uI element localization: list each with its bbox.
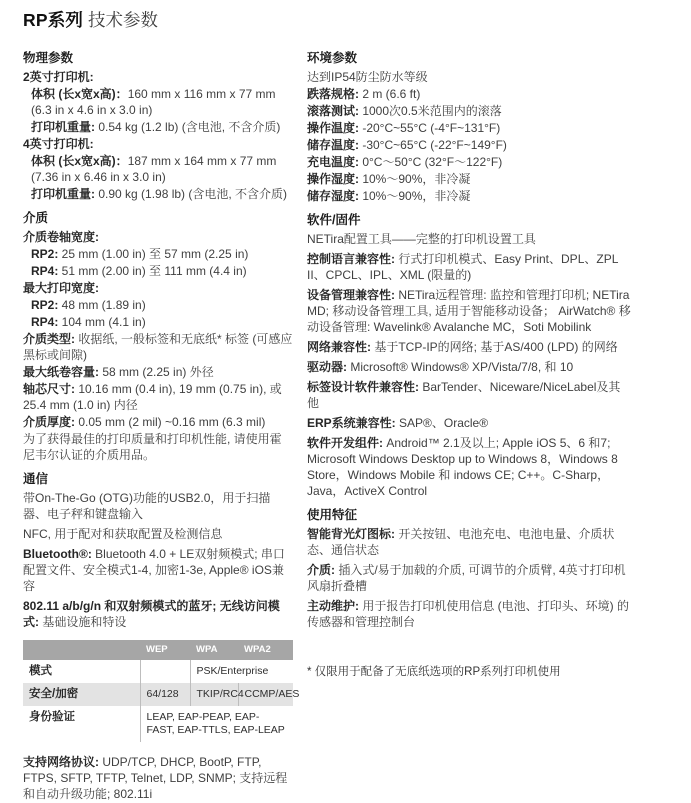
table-row [23,683,293,706]
spec-text: 10%～90%，非冷凝 [359,172,471,186]
section-heading: 物理参数 [23,51,74,65]
spec-text: 行式打印机模式、Easy Print、DPL、ZPL II、CPCL、IPL、XML (限量的) [307,252,618,282]
spec-text: 2 m (6.6 ft) [359,87,421,101]
spec-line [307,188,631,204]
spec-text: Android™ 2.1及以上; Apple iOS 5、6 和7; Microsoft Windows Desktop up to Windows 8，Windows 8 Store，Windows Mobile 和 indows CE; C++。C-Sharp，Java，ActiveX Control [307,436,618,498]
spec-line [307,154,631,170]
spec-line [307,103,631,119]
footnote [307,664,631,680]
table-cell: TKIP/RC4 [190,683,238,706]
spec-label: 4英寸打印机: [23,137,94,151]
table-cell: CCMP/AES [238,683,293,706]
spec-line [23,119,293,135]
spec-line [307,171,631,187]
spec-line [307,69,631,85]
spec-line [23,153,293,185]
spec-label: 充电温度: [307,155,359,169]
spec-text: 10%～90%，非冷凝 [359,189,471,203]
spec-text: SAP®、Oracle® [395,416,489,430]
spec-section [307,212,631,499]
spec-label: 介质: [307,563,335,577]
spec-text: NFC, 用于配对和获取配置及检测信息 [23,527,223,541]
spec-text: 收据纸, 一般标签和无底纸* 标签 (可感应黑标或间隙) [23,332,293,362]
spec-line [23,263,293,279]
spec-line [307,231,631,247]
section-heading: 使用特征 [307,508,358,522]
spec-label: RP4: [31,315,59,329]
spec-label: 驱动器: [307,360,347,374]
spec-label: 打印机重量: [31,120,95,134]
spec-label: 网络兼容性: [307,340,371,354]
spec-text: Microsoft® Windows® XP/Vista/7/8, 和 10 [347,360,574,374]
table-row-label: 模式 [29,665,52,677]
spec-label: 2英寸打印机: [23,70,94,84]
spec-line [23,546,293,594]
spec-text: NETira远程管理: 监控和管理打印机; NETira MD; 移动设备管理工具, 适用于智能移动设备； AirWatch® 移动设备管理: Wavelink® Avalanche MC，Soti Mobilink [307,288,631,334]
spec-line [307,251,631,283]
spec-text: 0.54 kg (1.2 lb) (含电池, 不含介质) [95,120,281,134]
wifi-table-header-row [23,640,293,660]
spec-line [23,754,293,802]
spec-line [307,598,631,630]
spec-text: * 仅限用于配备了无底纸选项的RP系列打印机使用 [307,666,561,678]
spec-text: NETira配置工具——完整的打印机设置工具 [307,232,536,246]
spec-line [23,598,293,630]
spec-label: 体积 (长x宽x高)： [31,154,128,168]
spec-section [23,640,300,802]
table-row-label: 安全/加密 [23,683,140,706]
wifi-table-head [23,640,293,660]
spec-label: 轴芯尺寸: [23,382,75,396]
spec-label: 智能背光灯图标: [307,527,395,541]
spec-label: 最大纸卷容量: [23,365,99,379]
table-header-cell: WPA2 [238,640,293,660]
spec-text: 开关按钮、电池充电、电池电量、介质状态、通信状态 [307,527,615,557]
spec-text: 48 mm (1.89 in) [58,298,146,312]
spec-line [23,431,293,463]
spec-label: 最大打印宽度: [23,281,99,295]
spec-line [23,186,293,202]
spec-text: 187 mm x 164 mm x 77 mm (7.36 in x 6.46 in x 3.0 in) [31,154,277,184]
spec-text: -30°C~65°C (-22°F~149°F) [359,138,507,152]
spec-label: 标签设计软件兼容性: [307,380,419,394]
spec-label: RP2: [31,247,59,261]
spec-text: BarTender、Niceware/NiceLabel及其他 [307,380,621,410]
spec-line [307,86,631,102]
spec-text: 58 mm (2.25 in) 外径 [99,365,214,379]
spec-line [307,379,631,411]
spec-label: 802.11 a/b/g/n 和双射频模式的蓝牙; 无线访问模式: [23,599,280,629]
title-brand: RP系列 [23,10,84,30]
right-column [307,50,631,681]
spec-label: 主动维护: [307,599,359,613]
table-cell: LEAP, EAP-PEAP, EAP-FAST, EAP-TTLS, EAP-LEAP [140,706,293,742]
spec-line [23,381,293,413]
spec-label: 支持网络协议: [23,755,99,769]
spec-label: 介质卷轴宽度: [23,230,99,244]
page-title [23,8,691,32]
spec-line [23,229,293,245]
spec-label: 储存温度: [307,138,359,152]
spec-text: 104 mm (4.1 in) [58,315,146,329]
spec-section [23,50,293,202]
spec-text: 0.05 mm (2 mil) ~0.16 mm (6.3 mil) [75,415,266,429]
spec-line [23,297,293,313]
spec-label: 操作温度: [307,121,359,135]
spec-label: Bluetooth®: [23,547,92,561]
spec-label: 介质厚度: [23,415,75,429]
spec-line [23,69,293,85]
spec-line [307,137,631,153]
spec-text: 51 mm (2.00 in) 至 111 mm (4.4 in) [58,264,247,278]
spec-line [307,526,631,558]
spec-text: 带On-The-Go (OTG)功能的USB2.0，用于扫描器、电子秤和键盘输入 [23,491,271,521]
spec-label: 控制语言兼容性: [307,252,395,266]
spec-text: 基础设施和特设 [39,615,127,629]
spec-text: Bluetooth 4.0 + LE双射频模式; 串口配置文件、安全模式1-4, 加密1-3e, Apple® iOS兼容 [23,547,285,593]
spec-line [307,120,631,136]
spec-text: 用于报告打印机使用信息 (电池、打印头、环境) 的传感器和管理控制台 [307,599,629,629]
table-header-cell: WPA [190,640,238,660]
spec-text: 1000次0.5米范围内的滚落 [359,104,502,118]
title-subtitle: 技术参数 [88,10,158,30]
spec-line [23,86,293,118]
spec-line [307,287,631,335]
spec-line [23,246,293,262]
spec-text: 插入式/易于加载的介质, 可调节的介质臂, 4英寸打印机风扇折叠槽 [307,563,626,593]
spec-text: 基于TCP-IP的网络; 基于AS/400 (LPD) 的网络 [371,340,618,354]
wifi-table-body [23,660,300,742]
spec-label: 跌落规格: [307,87,359,101]
spec-text: -20°C~55°C (-4°F~131°F) [359,121,501,135]
spec-label: 操作湿度: [307,172,359,186]
spec-line [307,435,631,499]
spec-label: 设备管理兼容性: [307,288,395,302]
spec-text: 10.16 mm (0.4 in), 19 mm (0.75 in), 或 25.4 mm (1.0 in) 内径 [23,382,282,412]
spec-text: 达到IP54防尘防水等级 [307,70,428,84]
spec-line [307,339,631,355]
table-row [23,660,293,683]
spec-line [23,414,293,430]
spec-label: 体积 (长x宽x高)： [31,87,128,101]
spec-label: 介质类型: [23,332,75,346]
spec-line [23,314,293,330]
spec-section [307,50,631,204]
spec-label: RP4: [31,264,59,278]
spec-line [23,364,293,380]
spec-text: 25 mm (1.00 in) 至 57 mm (2.25 in) [58,247,249,261]
spec-label: ERP系统兼容性: [307,416,396,430]
wifi-security-table [23,640,300,742]
spec-text: 160 mm x 116 mm x 77 mm (6.3 in x 4.6 in x 3.0 in) [31,87,276,117]
spec-section [307,507,631,680]
spec-line [307,415,631,431]
spec-section [23,471,293,630]
left-column [23,50,300,803]
table-header-cell: WEP [140,640,190,660]
section-heading: 介质 [23,211,49,225]
spec-label: RP2: [31,298,59,312]
spec-line [23,280,293,296]
table-cell: PSK/Enterprise [190,660,293,683]
spec-line [307,562,631,594]
spec-line [23,490,293,522]
spec-label: 软件开发组件: [307,436,383,450]
spec-text: UDP/TCP, DHCP, BootP, FTP, FTPS, SFTP, TFTP, Telnet, LDP, SNMP; 支持远程和自动升级功能; 802.11i [23,755,288,801]
spec-label: 滚落测试: [307,104,359,118]
spec-line [307,359,631,375]
spec-label: 打印机重量: [31,187,95,201]
section-heading: 软件/固件 [307,213,361,227]
table-cell [140,660,190,683]
section-heading: 通信 [23,472,49,486]
two-column-layout [23,50,691,803]
table-row [23,706,293,742]
table-cell: 64/128 [140,683,190,706]
spec-line [23,526,293,542]
spec-line [23,331,293,363]
section-heading: 环境参数 [307,51,358,65]
table-row-label: 身份验证 [29,711,75,723]
spec-text: 为了获得最佳的打印质量和打印机性能, 请使用霍尼韦尔认证的介质用品。 [23,432,282,462]
spec-line [23,136,293,152]
spec-text: 0°C～50°C (32°F～122°F) [359,155,503,169]
spec-text: 0.90 kg (1.98 lb) (含电池, 不含介质) [95,187,288,201]
table-header-cell [23,640,140,660]
spec-label: 储存湿度: [307,189,359,203]
spec-section [23,210,293,463]
